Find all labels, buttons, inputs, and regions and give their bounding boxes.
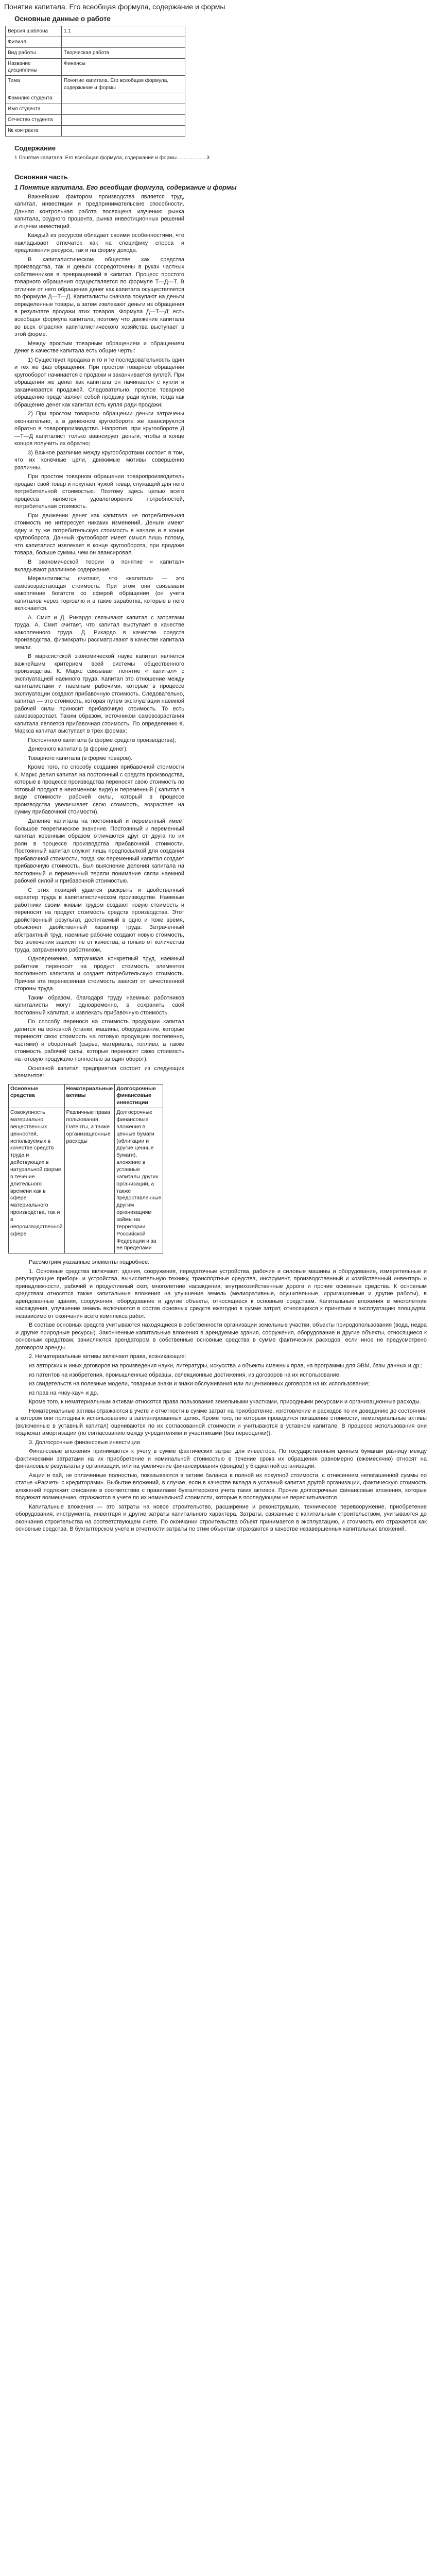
paragraph: В экономической теории в понятие « капитал» вкладывают различное содержание. bbox=[14, 558, 184, 573]
meta-value: Финансы bbox=[62, 59, 185, 76]
meta-row bbox=[6, 93, 185, 104]
meta-row bbox=[6, 59, 185, 76]
meta-value: Творческая работа bbox=[62, 48, 185, 59]
paragraph: 2) При простом товарном обращении деньги затрачены окончательно, а в денежном кругообороте же авансируются обратно в товаропроизводство. Напротив, при кругообороте Д—Т—Д капиталист только авансирует деньги, чтобы в конце концов получить их обратно; bbox=[14, 411, 184, 447]
meta-key: Название дисциплины bbox=[6, 59, 62, 76]
meta-row bbox=[6, 37, 185, 48]
meta-row bbox=[6, 76, 185, 93]
fixed-capital-table bbox=[8, 1084, 163, 1254]
paragraph: При движении денег как капитала не потребительная стоимость не интересует никаких изменений. Деньги имеют одну и ту же потребительскую стоимость в начале и в конце кругооборота. Данный кругооборот имеет смысл лишь потому, что капиталист извлекает в конце кругооборота, при продаже товара, больше суммы, чем он авансировал. bbox=[14, 512, 184, 556]
meta-value bbox=[62, 125, 185, 136]
paragraph: А. Смит и Д. Рикардо связывают капитал с затратами труда. А. Смит считает, что капитал выступает в качестве накопленного труда. Д. Рикардо в качестве средств производства, физиократы рассматривают в качестве капитала земли. bbox=[14, 614, 184, 651]
paragraph: из патентов на изобретения, промышленные образцы, селекционные достижения, из договоров на их использование; bbox=[29, 1371, 341, 1378]
paragraph: Кроме того, к нематериальным активам относятся права пользования земельными участками, природными ресурсами и организационные расходы. bbox=[29, 1399, 421, 1405]
paragraph: Важнейшим фактором производства является труд, капитал, инвестиции и предпринимательские способности. Данная контрольная работа посвящена изучению рынка капитала, ссудного процента, рынка инвестиционных решений и оценки инвестиций. bbox=[14, 193, 184, 230]
paragraph: Товарного капитала (в форме товаров). bbox=[28, 755, 133, 761]
meta-value bbox=[62, 93, 185, 104]
toc-entry[interactable]: 1 Понятие капитала. Его всеобщая формула, содержание и формы.....................3 bbox=[14, 155, 210, 161]
meta-row bbox=[6, 104, 185, 114]
paragraph: Финансовые вложения принимаются к учету в сумме фактических затрат для инвестора. По государственным ценным бумагам разницу между фактическими затратами на их приобретение и номинальной стоимостью в течение срока их обращения равномерно (ежемесячно) относят на финансовые результаты у организации, или на увеличение финансирования (фондов) у бюджетной организации. bbox=[15, 1448, 427, 1470]
paragraph: из свидетельств на полезные модели, товарные знаки и знаки обслуживания или лицензионных договоров на их использование; bbox=[29, 1381, 370, 1387]
paragraph: Основной капитал предприятия состоит из следующих элементов: bbox=[14, 1065, 184, 1079]
paragraph: Каждый из ресурсов обладает своими особенностями, что накладывает отпечаток как на специфику спроса и предложения ресурса, так и на форму дохода. bbox=[14, 232, 184, 254]
paragraph: Капитальные вложения — это затраты на новое строительство, расширение и реконструкцию, техническое перевооружение, приобретение оборудования, инструмента, инвентаря и другие затраты капитального характера. Затраты, связанные с капитальным строительством, учитываются до окончания строительства на соответствующем счете. По окончании строительства объект принимается в эксплуатацию, и стоимость его отражается как основные средства. В бухгалтерском учете и отчетности затраты по этим объектам отражаются в качестве незавершенных капитальных вложений. bbox=[15, 1503, 427, 1533]
paragraph: По способу перенося на стоимость продукции капитал делится на основной (станки, машины, оборудование, которые переносят свою стоимость на готовую продукцию постепенно, частями) и оборотный (сырье, материалы, топливо, а также стоимость рабочей силы, которые переносят свою стоимость на готовую продукцию полностью за один оборот). bbox=[14, 1019, 184, 1062]
paragraph: 1) Существует продажа и то и те последовательность один и тех же фаз обращения. При простом товарном обращении кругооборот начинается с продажи и заканчивается куплей. При обращении же денег как капитала он начинается с купли и заканчивается продажей. Следовательно, простое товарное обращение представляет собой продажу ради купли, тогда как обращение денег как капитал есть купля ради продажи; bbox=[14, 357, 184, 408]
meta-value bbox=[62, 104, 185, 114]
paragraph: 1. Основные средства включают: здания, сооружения, передаточные устройства, рабочие и силовые машины и оборудование, измерительные и регулирующие приборы и устройства, вычислительную технику, транспортные средства, инструмент, производственный и хозяйственный инвентарь и принадлежности, рабочий и продуктивный скот, многолетние насаждения, внутрихозяйственные дороги и прочие основные средства. К основным средствам относятся также капитальные вложения на улучшение земель (мелиоративные, осушительные, ирригационные и другие работы), в арендованные здания, сооружения, оборудование и другие объекты, относящиеся к основным средствам. Капитальные вложения в многолетние насаждения, улучшение земель включаются в состав основных средств ежегодно в сумме затрат, относящихся к принятым в эксплуатацию площадям, независимо от окончания всего комплекса работ. bbox=[15, 1268, 427, 1319]
paragraph: При простом товарном обращении товаропроизводитель продает свой товар и покупает чужой товар, служащий для него потребительной стоимостью. Поэтому здесь целью всего процесса является удовлетворение потребностей, потребительная стоимость. bbox=[14, 473, 184, 510]
toc-heading: Содержание bbox=[14, 144, 56, 152]
document-title: Понятие капитала. Его всеобщая формула, содержание и формы bbox=[4, 3, 225, 11]
paragraph: Денежного капитала (в форме денег); bbox=[28, 746, 128, 753]
meta-key: Тема bbox=[6, 76, 62, 93]
table-cell: Различные права пользования. Патенты, а также организационные расходы bbox=[64, 1108, 115, 1253]
paragraph: Меркантилисты считают, что «капитал» — это самовозрастающая стоимость. При этом они связывали накопление богатств со сферой обращения (он учета капиталов через торговлю и в такие заработка, которые в него включаются. bbox=[14, 575, 184, 612]
paragraph: Рассмотрим указанные элементы подробнее: bbox=[29, 1259, 150, 1266]
meta-key: Отчество студента bbox=[6, 114, 62, 125]
paragraph: 2. Нематериальные активы включают права, возникающие: bbox=[29, 1353, 186, 1360]
paragraph: В капиталистическом обществе как средства производства, так и деньги сосредоточены в руках частных собственников в превращенной в капитал. Процесс простого товарного обращения осуществляется по формуле Т—Д—Т. В отличие от него обращение денег как капитала осуществляется по формуле Д—Т—Д. Капиталисты сначала покупают на деньги определенные товары, а затем извлекают деньги из обращения в результате продажи этих товаров. Формула Д—Т—Д' есть всеобщая формула капитала, поэтому что движение капитала во всех отраслях капиталистического хозяйства выступает в этой форме. bbox=[14, 256, 184, 338]
meta-row bbox=[6, 125, 185, 136]
paragraph: Таким образом, благодаря труду наемных работников капиталисты могут одновременно, в сохранить свой постоянный капитал, и извлекать прибавочную стоимость. bbox=[14, 994, 184, 1016]
meta-row bbox=[6, 26, 185, 37]
work-data-table bbox=[5, 26, 185, 137]
meta-value: 1.1 bbox=[62, 26, 185, 37]
paragraph: В марксистской экономической науке капитал является важнейшим критерием всей системы общественного производства. К. Маркс связывает понятие « капитал» с эксплуатацией наемного труда. Капитал это отношение между капиталистами и наемным рабочими, которые в процессе эксплуатации создают прибавочную стоимость. Следовательно, капитал — это стоимость, которая путем эксплуатации наемной рабочей силы приносит прибавочную стоимость. То есть самовозрастает. Таким образом, источником самовозрастания капитала является прибавочная стоимость. По определению К. Маркса капитал выступает в трех формах: bbox=[14, 653, 184, 735]
paragraph: 3. Долгосрочные финансовые инвестиции bbox=[29, 1439, 140, 1446]
table-header-investments: Долгосрочные финансовые инвестиции bbox=[115, 1084, 163, 1108]
paragraph: Деление капитала на постоянный и переменный имеет большое теоретическое значение. Постоянный и переменный капитал коренным образом отличаются друг от друга по их роли в процессе производства прибавочной стоимости. Постоянный капитал служит лишь предпосылкой для создания прибавочной стоимости, тогда как переменный капитал создает прибавочную стоимость. Был выяснение деления капитала на постоянный и переменный теряли понимание связи наемной рабочей силой и прибавочной стоимостью. bbox=[14, 818, 184, 885]
table-cell: Долгосрочные финансовые вложения в ценные бумаги (облигации и другие ценные бумаги), вложение в уставные капиталы других организаций, а также предоставленные другим организациям займы на территории Российской Федерации и за ее пределами bbox=[115, 1108, 163, 1253]
meta-key: Имя студента bbox=[6, 104, 62, 114]
paragraph: Нематериальные активы отражаются в учете и отчетности в сумме затрат на приобретение, изготовление и расходов по их доведению до состояния, в котором они пригодны к использованию в запланированных целях. Кроме того, по которым проводится погашение стоимости, нематериальные активы (включенные в уставный капитал) оцениваются по их согласованной стоимости и учитываются в уставном капитале. В процессе использования они подлежат амортизации (по согласованию между учредителями и участниками (без переоценки)). bbox=[15, 1408, 427, 1437]
meta-value: Понятие капитала. Его всеобщая формула, содержание и формы bbox=[62, 76, 185, 93]
paragraph: С этих позиций удается раскрыть и двойственный характер труда в капиталистическом производстве. Наемные работники своим живым трудом создают новую стоимость и переносят на продукт стоимость средств производства. Этот двойственный результат, достигаемый в одно и тоже время, объясняет двойственный характер труда. Затраченный абстрактный труд, наемные рабочие создают новую стоимость, без включения зависит не от качества, а только от количества труда, затраченного работником. bbox=[14, 887, 184, 953]
paragraph: В составе основных средств учитываются находящиеся в собственности организации земельные участки, объекты природопользования (вода, недра и другие природные ресурсы). Законченные капитальные вложения в арендуемые здания, сооружения, оборудование и другие объекты, относящиеся к основным средствам, зачисляются арендатором в собственные основные средства в сумме фактических расходов, если иное не предусмотрено договором аренды. bbox=[15, 1322, 427, 1351]
meta-value bbox=[62, 37, 185, 48]
table-header-fixed-assets: Основные средства bbox=[9, 1084, 65, 1108]
body-text-a bbox=[4, 193, 432, 1080]
paragraph: Одновременно, затрачивая конкретный труд, наемный работник переносит на продукт стоимость элементов постоянного капитала и создает потребительскую стоимость. Причем эта перенесенная стоимость зависит от качественной стороны труда. bbox=[14, 956, 184, 992]
body-text-b bbox=[4, 1259, 432, 1533]
meta-row bbox=[6, 114, 185, 125]
meta-value bbox=[62, 114, 185, 125]
table-cell: Совокупность материально вещественных ценностей, используемых в качестве средств труда и действующих в натуральной форме в течение длительного времени как в сфере материального производства, так и в непроизводственной сфере bbox=[9, 1108, 65, 1253]
paragraph: Между простым товарным обращением и обращением денег в качестве капитала есть общие черты: bbox=[14, 340, 184, 354]
meta-key: Версия шаблона bbox=[6, 26, 62, 37]
basic-data-heading: Основные данные о работе bbox=[14, 15, 111, 23]
paragraph: из прав на «ноу-хау» и др. bbox=[29, 1389, 98, 1396]
meta-row bbox=[6, 48, 185, 59]
main-part-heading: Основная часть bbox=[14, 173, 68, 181]
table-header-intangible: Нематериальные активы bbox=[64, 1084, 115, 1108]
paragraph: из авторских и иных договоров на произведения науки, литературы, искусства и объекты смежных прав, на программы для ЭВМ, базы данных и др.; bbox=[29, 1363, 423, 1369]
meta-key: Фамилия студента bbox=[6, 93, 62, 104]
meta-key: № контракта bbox=[6, 125, 62, 136]
chapter-heading: 1 Понятие капитала. Его всеобщая формула, содержание и формы bbox=[14, 184, 237, 192]
paragraph: 3) Важное различие между кругооборотами состоит в том, что их конечные цели, движимые мотивы совершенно различны. bbox=[14, 449, 184, 471]
meta-key: Филиал bbox=[6, 37, 62, 48]
meta-key: Вид работы bbox=[6, 48, 62, 59]
paragraph: Постоянного капитала (в форме средств производства); bbox=[28, 737, 177, 743]
paragraph: Кроме того, по способу создания прибавочной стоимости К. Маркс делил капитал на постоянный с средств производства, которые в процессе производства переносят свою стоимость по готовый продукт в неизменном виде) и переменный ( капитал в виде стоимости рабочей силы, который в процессе производства увеличивает свою стоимость, возрастает на сумму прибавочной стоимости). bbox=[14, 764, 184, 816]
paragraph: Акции и пай, не оплаченные полностью, показываются в активе баланса в полной их покупной стоимости, с отнесением непогашенной суммы по статье «Расчеты с кредиторами». Выбытие вложений, в случае, если в качестве вклада в уставный капитал другой организации, фактическую стоимость вложений подлежит списанию в соответствии с правилами бухгалтерского учета таких активов. Прочие долгосрочные финансовые вложения, которые подлежат возмещению, отражаются в учете по их номинальной стоимости, которые в последующем не пересчитываются. bbox=[15, 1472, 427, 1501]
